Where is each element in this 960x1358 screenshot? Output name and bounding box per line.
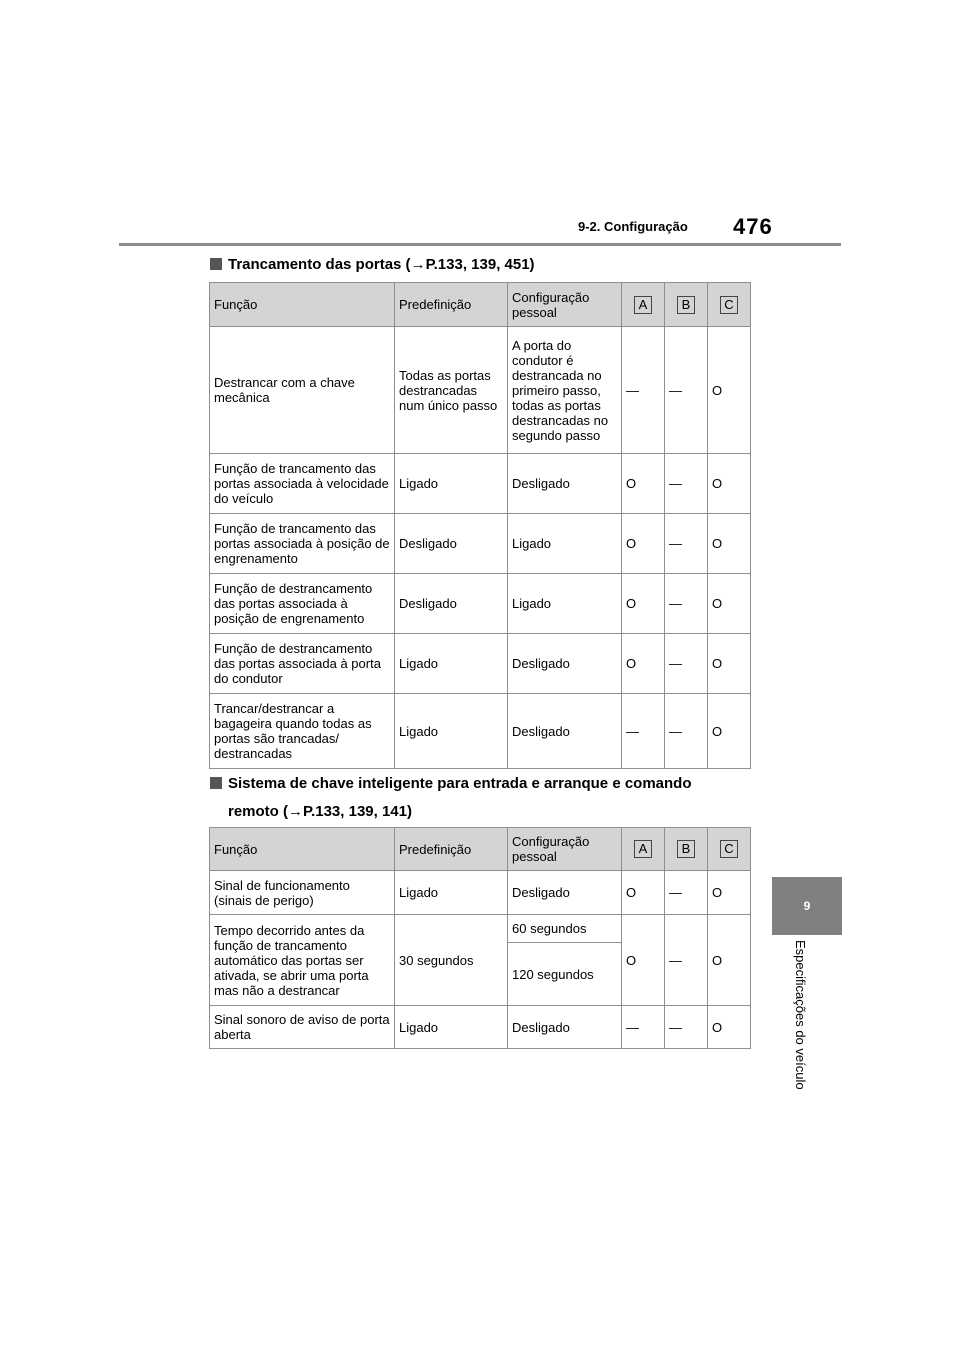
letter-c-icon: C [720,840,738,858]
cell-function: Função de trancamento das portas associada à velocidade do veículo [210,454,395,514]
arrow-icon: → [410,256,426,273]
cell-function: Sinal de funcionamento (sinais de perigo) [210,871,395,915]
section2-title-line2: remoto ( [228,803,288,820]
cell-personal: Desligado [508,634,622,694]
col-header-personal: Configuração pessoal [508,283,622,327]
col-header-default: Predefinição [395,283,508,327]
col-header-b [665,283,708,327]
cell-b: — [665,634,708,694]
cell-b: — [665,574,708,634]
square-bullet-icon [210,258,222,270]
cell-default: Todas as portas destrancadas num único passo [395,327,508,454]
cell-a: O [622,871,665,915]
table-row [210,915,751,943]
cell-default: Ligado [395,454,508,514]
col-header-function: Função [210,283,395,327]
cell-function: Tempo decorrido antes da função de trancamento automático das portas ser ativada, se abrir uma porta mas não a destrancar [210,915,395,1006]
letter-a-icon: A [634,840,652,858]
table-header-row [210,283,751,327]
cell-b: — [665,514,708,574]
page-number: 476 [733,214,773,239]
chapter-tab: 9 [772,877,842,935]
cell-default: Ligado [395,871,508,915]
col-header-c [708,283,751,327]
cell-default: Ligado [395,634,508,694]
cell-c: O [708,454,751,514]
cell-c: O [708,514,751,574]
cell-b: — [665,1006,708,1049]
section1-ref: P.133, 139, 451) [425,256,535,273]
cell-personal-option: 120 segundos [508,943,622,1006]
table-header-row [210,828,751,871]
cell-function: Sinal sonoro de aviso de porta aberta [210,1006,395,1049]
table-row [210,574,751,634]
cell-c: O [708,871,751,915]
cell-a: — [622,1006,665,1049]
cell-function: Função de destrancamento das portas associada à posição de engrenamento [210,574,395,634]
section2-ref: P.133, 139, 141) [303,803,412,820]
settings-table-2 [209,827,751,1049]
table-row [210,1006,751,1049]
cell-b: — [665,327,708,454]
cell-a: O [622,454,665,514]
col-header-c [708,828,751,871]
cell-c: O [708,694,751,769]
cell-a: O [622,915,665,1006]
cell-personal: Desligado [508,1006,622,1049]
cell-default: Ligado [395,694,508,769]
chapter-label: Especificações do veículo [793,940,808,1090]
cell-c: O [708,634,751,694]
section2-title-line1: Sistema de chave inteligente para entrada e arranque e comando [228,775,692,792]
table-row [210,634,751,694]
cell-b: — [665,454,708,514]
section1-heading [210,253,535,277]
cell-function: Trancar/destrancar a bagageira quando todas as portas são trancadas/ destrancadas [210,694,395,769]
cell-a: O [622,514,665,574]
letter-c-icon: C [720,296,738,314]
cell-default: 30 segundos [395,915,508,1006]
cell-personal-option: 60 segundos [508,915,622,943]
cell-b: — [665,871,708,915]
cell-a: O [622,574,665,634]
cell-b: — [665,915,708,1006]
col-header-default: Predefinição [395,828,508,871]
section1-title: Trancamento das portas ( [228,256,411,273]
header-divider [119,243,841,246]
letter-a-icon: A [634,296,652,314]
table-row [210,514,751,574]
cell-personal: Desligado [508,694,622,769]
cell-default: Desligado [395,514,508,574]
col-header-function: Função [210,828,395,871]
cell-default: Ligado [395,1006,508,1049]
cell-a: — [622,327,665,454]
table-row [210,694,751,769]
section2-heading [210,772,692,824]
section2-title-line2-wrap [210,800,692,824]
table-row [210,871,751,915]
cell-a: O [622,634,665,694]
col-header-personal: Configuração pessoal [508,828,622,871]
cell-personal: Ligado [508,574,622,634]
cell-b: — [665,694,708,769]
cell-function: Função de trancamento das portas associada à posição de engrenamento [210,514,395,574]
col-header-b [665,828,708,871]
table-row [210,327,751,454]
cell-personal: Desligado [508,871,622,915]
cell-function: Função de destrancamento das portas associada à porta do condutor [210,634,395,694]
letter-b-icon: B [677,296,695,314]
table-row [210,454,751,514]
cell-c: O [708,327,751,454]
cell-a: — [622,694,665,769]
col-header-a [622,828,665,871]
cell-c: O [708,574,751,634]
cell-function: Destrancar com a chave mecânica [210,327,395,454]
letter-b-icon: B [677,840,695,858]
cell-personal: Desligado [508,454,622,514]
cell-personal: A porta do condutor é destrancada no primeiro passo, todas as portas destrancadas no segundo passo [508,327,622,454]
arrow-icon: → [288,803,303,820]
col-header-a [622,283,665,327]
cell-c: O [708,915,751,1006]
cell-default: Desligado [395,574,508,634]
cell-c: O [708,1006,751,1049]
square-bullet-icon [210,777,222,789]
section-title: 9-2. Configuração [578,219,688,234]
cell-personal: Ligado [508,514,622,574]
settings-table-1 [209,282,751,769]
